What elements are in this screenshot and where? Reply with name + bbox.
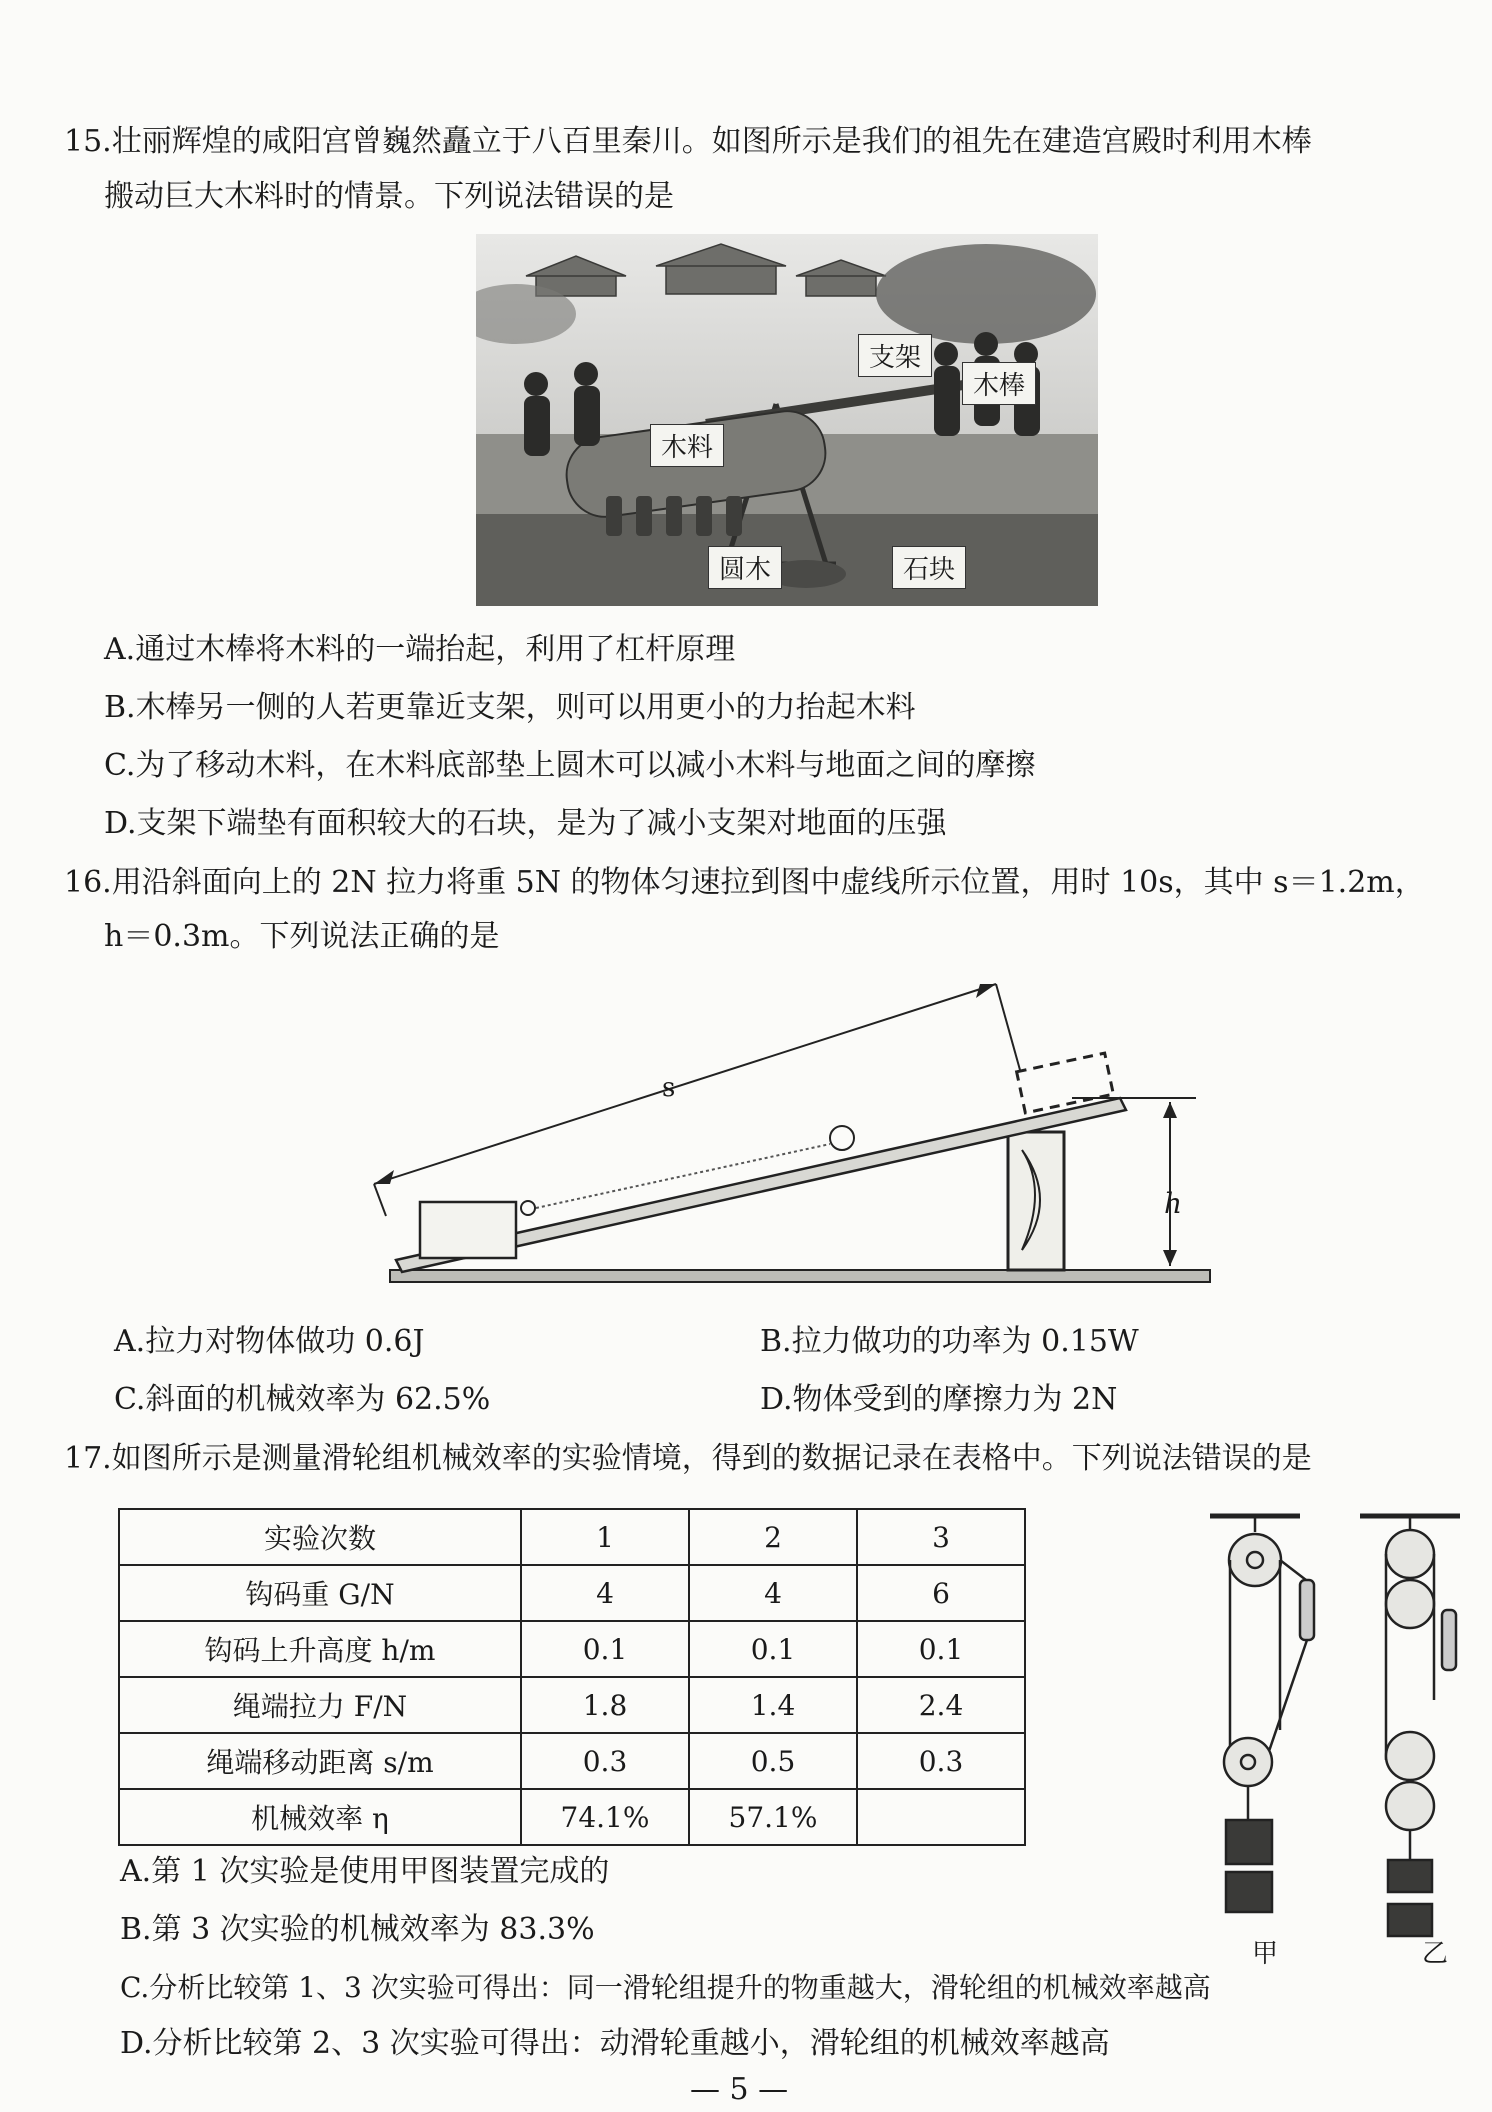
q17-fig-label-jia: 甲: [1252, 1939, 1279, 1969]
table-cell: 实验次数: [119, 1509, 521, 1565]
q15-option-d: D.支架下端垫有面积较大的石块，是为了减小支架对地面的压强: [104, 806, 947, 841]
q15-option-c: C.为了移动木料，在木料底部垫上圆木可以减小木料与地面之间的摩擦: [104, 748, 1036, 783]
q16-incline-figure: [360, 980, 1220, 1300]
q17-option-a: A.第 1 次实验是使用甲图装置完成的: [120, 1854, 610, 1889]
q15-option-a: A.通过木棒将木料的一端抬起，利用了杠杆原理: [104, 632, 736, 667]
label-mubang: 木棒: [962, 362, 1036, 405]
q16-fig-h-label: h: [1164, 1187, 1183, 1220]
table-cell: 钩码上升高度 h/m: [119, 1621, 521, 1677]
table-cell: 机械效率 η: [119, 1789, 521, 1845]
table-cell: 4: [521, 1565, 689, 1621]
table-cell: 2.4: [857, 1677, 1025, 1733]
table-cell: 0.1: [521, 1621, 689, 1677]
table-cell: 3: [857, 1509, 1025, 1565]
table-row: [119, 1789, 1025, 1845]
label-zhijia: 支架: [858, 334, 932, 377]
q16-option-d: D.物体受到的摩擦力为 2N: [760, 1382, 1118, 1417]
q16-stem-line1: 16.用沿斜面向上的 2N 拉力将重 5N 的物体匀速拉到图中虚线所示位置，用时 10s，其中 s＝1.2m，: [64, 865, 1425, 900]
q15-illustration: [476, 234, 1098, 606]
table-row: [119, 1621, 1025, 1677]
q17-pulley-figures: [1200, 1500, 1470, 1970]
q16-option-a: A.拉力对物体做功 0.6J: [114, 1324, 425, 1359]
table-cell: 0.1: [857, 1621, 1025, 1677]
label-shikuai: 石块: [892, 546, 966, 589]
q16-option-c: C.斜面的机械效率为 62.5%: [114, 1382, 491, 1417]
table-cell: 1.8: [521, 1677, 689, 1733]
q15-option-b: B.木棒另一侧的人若更靠近支架，则可以用更小的力抬起木料: [104, 690, 916, 725]
q17-option-c: C.分析比较第 1、3 次实验可得出：同一滑轮组提升的物重越大，滑轮组的机械效率越高: [120, 1971, 1211, 2004]
table-row: [119, 1565, 1025, 1621]
table-cell: 绳端拉力 F/N: [119, 1677, 521, 1733]
table-cell: 6: [857, 1565, 1025, 1621]
table-cell: 绳端移动距离 s/m: [119, 1733, 521, 1789]
q15-stem-line1: 15.壮丽辉煌的咸阳宫曾巍然矗立于八百里秦川。如图所示是我们的祖先在建造宫殿时利用木棒: [64, 124, 1312, 159]
table-row: [119, 1733, 1025, 1789]
table-cell: 57.1%: [689, 1789, 857, 1845]
table-cell: 0.5: [689, 1733, 857, 1789]
table-cell: 0.3: [521, 1733, 689, 1789]
q16-stem-line2: h＝0.3m。下列说法正确的是: [104, 919, 500, 954]
q16-option-b: B.拉力做功的功率为 0.15W: [760, 1324, 1139, 1359]
table-cell: 0.3: [857, 1733, 1025, 1789]
table-row: [119, 1677, 1025, 1733]
q17-option-d: D.分析比较第 2、3 次实验可得出：动滑轮重越小，滑轮组的机械效率越高: [120, 2026, 1110, 2061]
q17-fig-label-yi: 乙: [1422, 1939, 1449, 1969]
table-cell: [857, 1789, 1025, 1845]
q15-stem-line2: 搬动巨大木料时的情景。下列说法错误的是: [104, 179, 674, 214]
label-yuanmu: 圆木: [708, 546, 782, 589]
q17-stem: 17.如图所示是测量滑轮组机械效率的实验情境，得到的数据记录在表格中。下列说法错误的是: [64, 1441, 1312, 1476]
label-muliao: 木料: [650, 424, 724, 467]
table-cell: 钩码重 G/N: [119, 1565, 521, 1621]
q17-data-table: [118, 1508, 1026, 1846]
table-cell: 74.1%: [521, 1789, 689, 1845]
page-number: — 5 —: [690, 2072, 789, 2107]
q16-fig-s-label: s: [662, 1073, 676, 1103]
table-cell: 1: [521, 1509, 689, 1565]
q17-option-b: B.第 3 次实验的机械效率为 83.3%: [120, 1912, 595, 1947]
table-row: [119, 1509, 1025, 1565]
table-cell: 2: [689, 1509, 857, 1565]
table-cell: 4: [689, 1565, 857, 1621]
table-cell: 1.4: [689, 1677, 857, 1733]
table-cell: 0.1: [689, 1621, 857, 1677]
